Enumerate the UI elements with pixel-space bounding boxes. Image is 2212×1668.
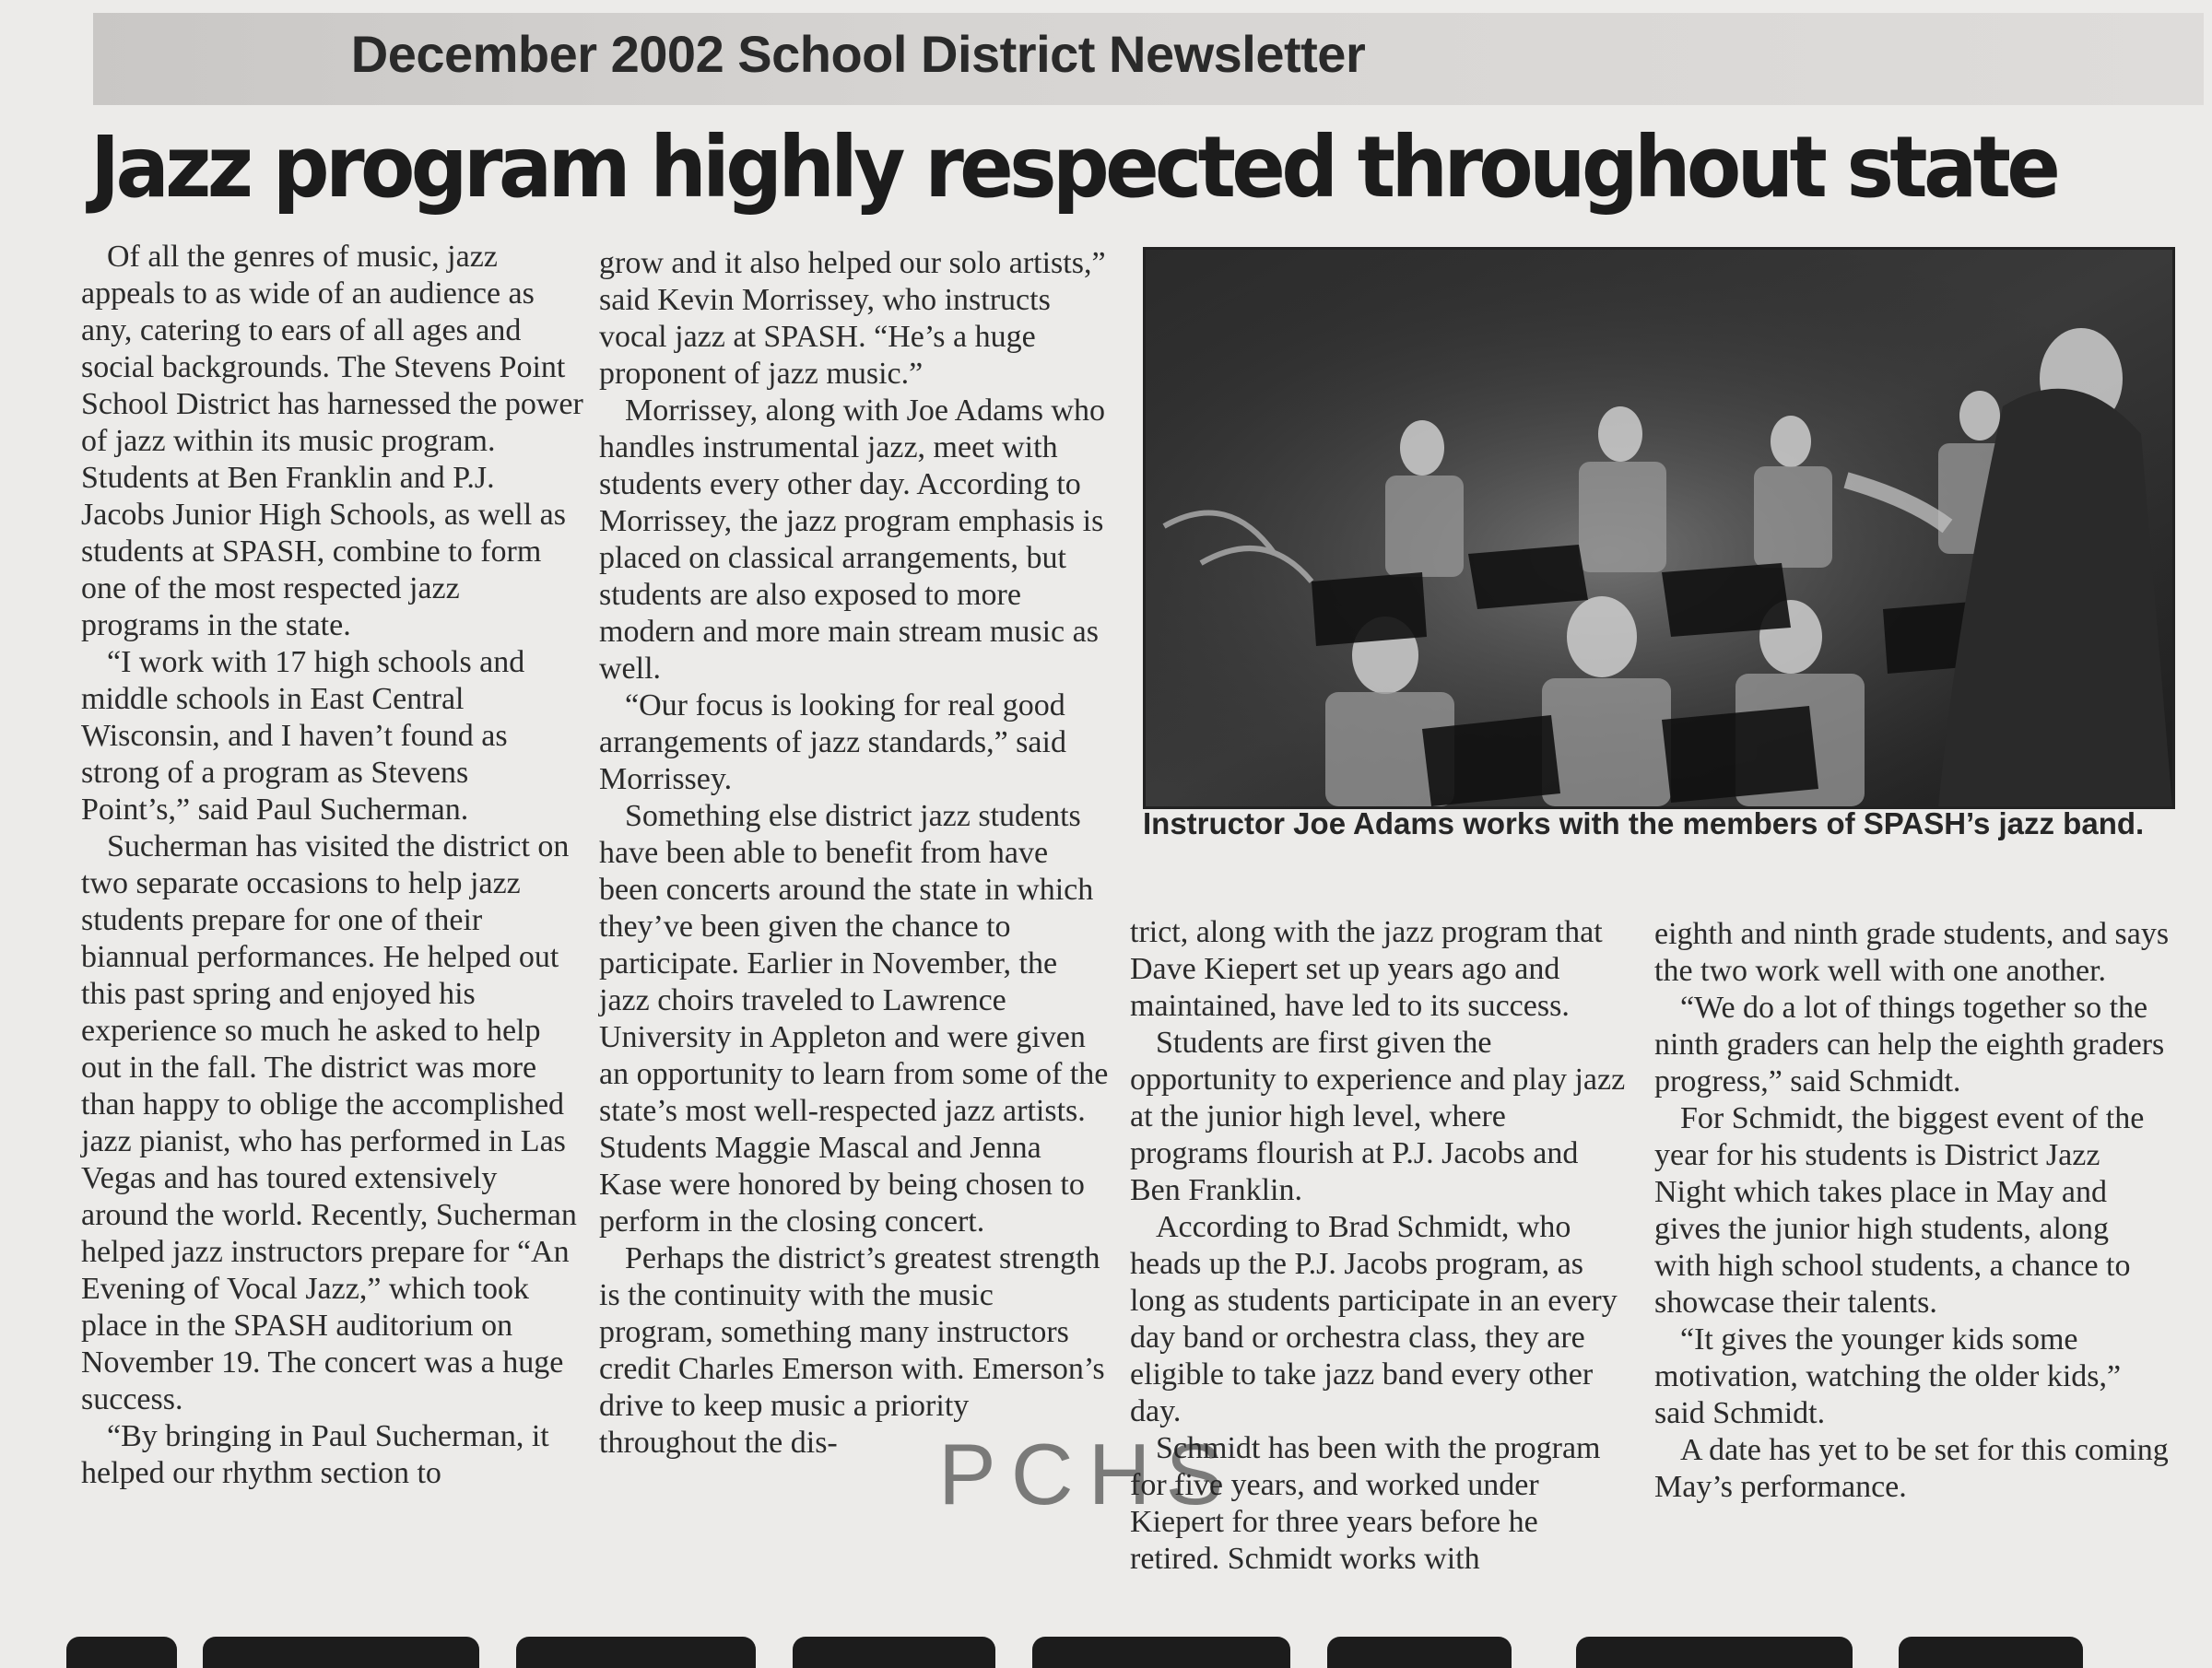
jazz-band-photo (1143, 247, 2175, 809)
paragraph: grow and it also helped our solo artists,” said Kevin Morrissey, who instructs vocal jazz at SPASH. “He’s a huge proponent of jazz music.” (599, 246, 1106, 391)
paragraph: Sucherman has visited the district on two separate occasions to help jazz students prepare for one of their biannual performances. He helped out this past spring and enjoyed his experience so much he asked to help out in the fall. The district was more than happy to oblige the accomplished jazz pianist, who has performed in Las Vegas and has toured extensively around the world. Recently, Sucherman helped jazz instructors prepare for “An Evening of Vocal Jazz,” which took place in the SPASH auditorium on November 19. The concert was a huge success. (81, 829, 577, 1416)
paragraph: “I work with 17 high schools and middle schools in East Central Wisconsin, and I haven’t found as strong of a program as Stevens Point’s,” said Paul Sucherman. (81, 645, 525, 827)
paragraph: For Schmidt, the biggest event of the year for his students is District Jazz Night which takes place in May and gives the junior high students, along with high school students, a chance to showcase their talents. (1654, 1101, 2145, 1320)
paragraph: “It gives the younger kids some motivation, watching the older kids,” said Schmidt. (1654, 1322, 2122, 1430)
paragraph: “By bringing in Paul Sucherman, it helped our rhythm section to (81, 1419, 549, 1490)
newsletter-banner-title: December 2002 School District Newsletter (350, 25, 1366, 83)
paragraph: Students are first given the opportunity to experience and play jazz at the junior high level, where programs flourish at P.J. Jacobs and Ben Franklin. (1130, 1026, 1626, 1207)
photo-caption: Instructor Joe Adams works with the members of SPASH’s jazz band. (1143, 806, 2145, 840)
paragraph: A date has yet to be set for this coming May’s performance. (1654, 1433, 2169, 1504)
paragraph: Something else district jazz students have been able to benefit from have been concerts around the state in which they’ve been given the chance to participate. Earlier in November, the jazz choirs traveled to Lawrence University in Appleton and were given an opportunity to learn from some of the state’s most well-respected jazz artists. Students Maggie Mascal and Jenna Kase were honored by being chosen to perform in the closing concert. (599, 799, 1109, 1239)
paragraph: According to Brad Schmidt, who heads up the P.J. Jacobs program, as long as students participate in an every day band or orchestra class, they are eligible to take jazz band every other day. (1130, 1210, 1618, 1428)
paragraph: Schmidt has been with the program for five years, and worked under Kiepert for three years before he retired. Schmidt works with (1130, 1431, 1601, 1576)
paragraph: “We do a lot of things together so the ninth graders can help the eighth graders progress,” said Schmidt. (1654, 991, 2165, 1098)
paragraph: trict, along with the jazz program that Dave Kiepert set up years ago and maintained, have led to its success. (1130, 915, 1603, 1023)
pchs-watermark: PCHS (938, 1426, 1239, 1522)
article-headline: Jazz program highly respected throughout state (90, 118, 2057, 217)
paragraph: Of all the genres of music, jazz appeals to as wide of an audience as any, catering to ears of all ages and social backgrounds. The Stevens Point School District has harnessed the power of jazz within its music program. Students at Ben Franklin and P.J. Jacobs Junior High Schools, as well as students at SPASH, combine to form one of the most respected jazz programs in the state. (81, 240, 583, 642)
cutoff-next-headline (55, 1631, 2175, 1668)
article-column-2 (599, 245, 1111, 1462)
article-column-1 (81, 239, 583, 1492)
paragraph: Perhaps the district’s greatest strength is the continuity with the music program, something many instructors credit Charles Emerson with. Emerson’s drive to keep music a priority throughout the dis- (599, 1241, 1105, 1460)
paragraph: “Our focus is looking for real good arrangements of jazz standards,” said Morrissey. (599, 688, 1066, 796)
article-column-4 (1654, 916, 2171, 1506)
paragraph: Morrissey, along with Joe Adams who handles instrumental jazz, meet with students every other day. According to Morrissey, the jazz program emphasis is placed on classical arrangements, but students are also exposed to more modern and more main stream music as well. (599, 394, 1105, 686)
jazz-band-photo-image (1146, 250, 2172, 806)
paragraph: eighth and ninth grade students, and says the two work well with one another. (1654, 917, 2170, 988)
